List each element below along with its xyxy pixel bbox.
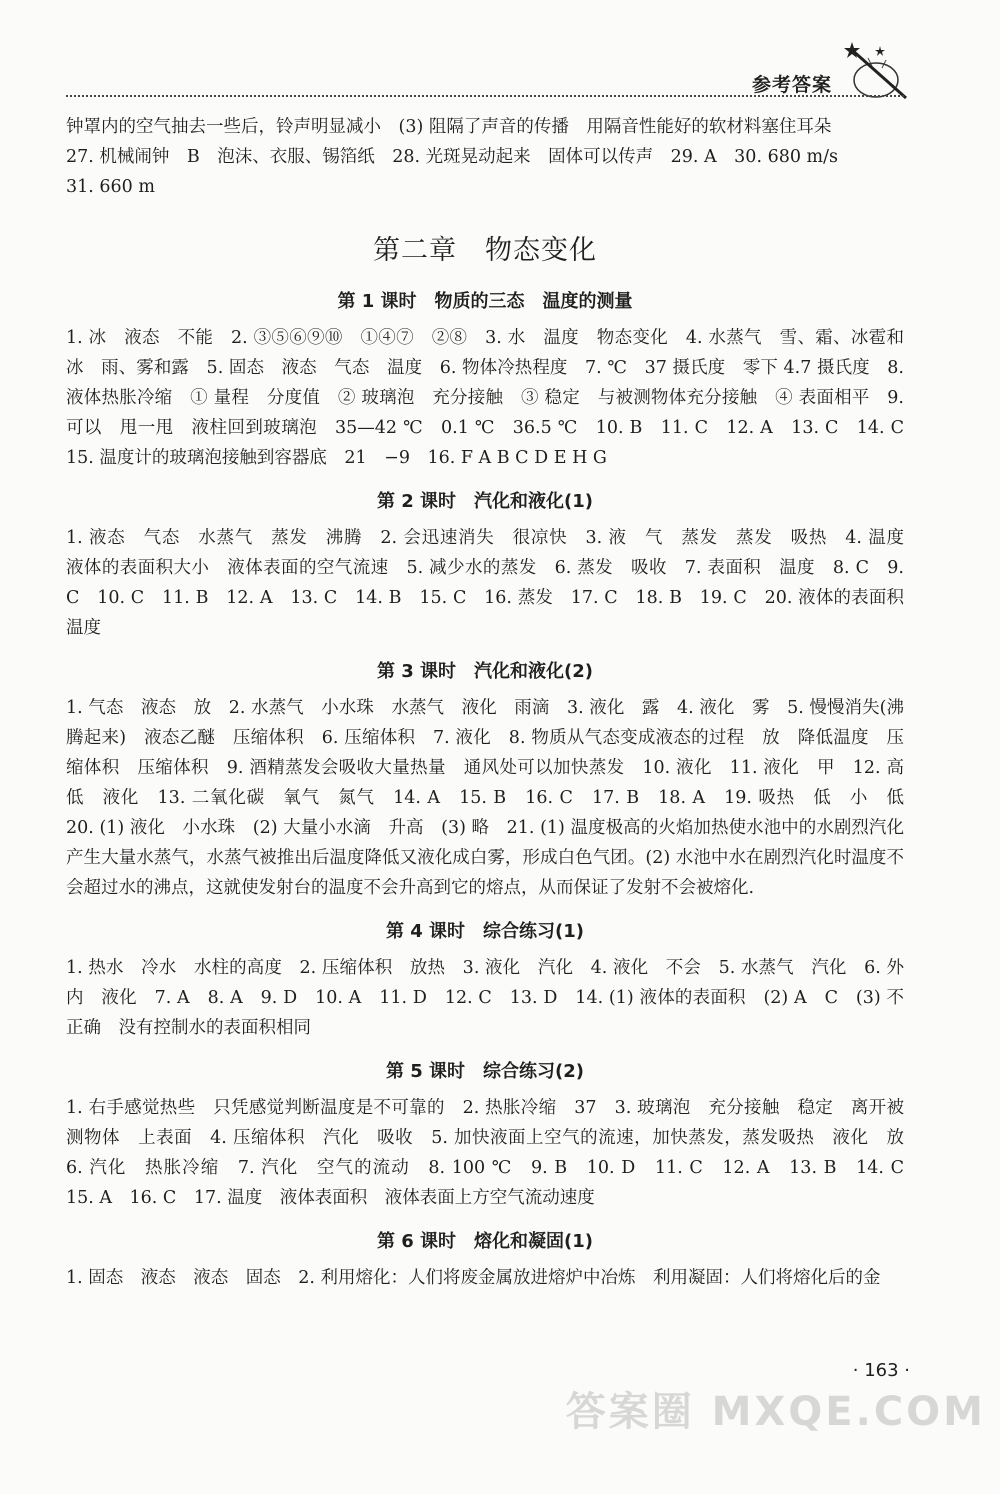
lesson-section xyxy=(66,917,922,1043)
lesson-section xyxy=(66,657,922,903)
lesson-title: 第 5 课时 综合练习(2) xyxy=(385,1061,585,1082)
lesson-section xyxy=(66,287,922,473)
lesson-section xyxy=(66,487,922,643)
lesson-title: 第 1 课时 物质的三态 温度的测量 xyxy=(337,291,633,312)
intro-line: 31. 660 m xyxy=(66,177,155,197)
lesson-answers: 1. 气态 液态 放 2. 水蒸气 小水珠 水蒸气 液化 雨滴 3. 液化 露 4. 液化 雾 5. 慢慢消失(沸腾起来) 液态乙醚 压缩体积 6. 压缩体积 7. 液化 8. 物质从气态变成液态的过程 放 降低温度 压缩体积 压缩体积 9. 酒精蒸发会吸收大量热量 通风处可以加快蒸发 10. 液化 11. 液化 甲 12. 高 低 液化 13. 二氧化碳 氧气 氮气 14. A 15. B 16. C 17. B 18. A 19. 吸热 低 小 低 20. (1) 液化 小水珠 (2) 大量小水滴 升高 (3) 略 21. (1) 温度极高的火焰加热使水池中的水剧烈汽化产生大量水蒸气，水蒸气被推出后温度降低又液化成白雾，形成白色气团。(2) 水池中水在剧烈汽化时温度不会超过水的沸点，这就使发射台的温度不会升高到它的熔点，从而保证了发射不会被熔化. xyxy=(66,698,922,898)
page-number: · 163 · xyxy=(852,1360,910,1381)
lesson-title: 第 6 课时 熔化和凝固(1) xyxy=(376,1231,594,1252)
watermark: 答案圈 MXQE.COM xyxy=(565,1389,986,1435)
intro-line: 27. 机械闹钟 B 泡沫、衣服、锡箔纸 28. 光斑晃动起来 固体可以传声 29. A 30. 680 m/s xyxy=(66,147,839,167)
chapter-title: 第二章 物态变化 xyxy=(373,235,597,266)
header-label: 参考答案 xyxy=(751,74,832,96)
answer-content xyxy=(66,112,922,1293)
lesson-answers: 1. 冰 液态 不能 2. ③⑤⑥⑨⑩ ①④⑦ ②⑧ 3. 水 温度 物态变化 4. 水蒸气 雪、霜、冰雹和冰 雨、雾和露 5. 固态 液态 气态 温度 6. 物体冷热程度 7. ℃ 37 摄氏度 零下 4.7 摄氏度 8. 液体热胀冷缩 ① 量程 分度值 ② 玻璃泡 充分接触 ③ 稳定 与被测物体充分接触 ④ 表面相平 9. 可以 甩一甩 液柱回到玻璃泡 35—42 ℃ 0.1 ℃ 36.5 ℃ 10. B 11. C 12. A 13. C 14. C 15. 温度计的玻璃泡接触到容器底 21 −9 16. F A B C D E H G xyxy=(66,328,922,468)
star-wand-icon xyxy=(838,40,918,102)
lesson-section xyxy=(66,1057,922,1213)
lesson-title: 第 2 课时 汽化和液化(1) xyxy=(376,491,594,512)
lesson-title: 第 4 课时 综合练习(1) xyxy=(385,921,585,942)
lesson-answers: 1. 液态 气态 水蒸气 蒸发 沸腾 2. 会迅速消失 很凉快 3. 液 气 蒸发 蒸发 吸热 4. 温度 液体的表面积大小 液体表面的空气流速 5. 减少水的蒸发 6. 蒸发 吸收 7. 表面积 温度 8. C 9. C 10. C 11. B 12. A 13. C 14. B 15. C 16. 蒸发 17. C 18. B 19. C 20. 液体的表面积 温度 xyxy=(66,528,922,638)
lesson-answers: 1. 右手感觉热些 只凭感觉判断温度是不可靠的 2. 热胀冷缩 37 3. 玻璃泡 充分接触 稳定 离开被测物体 上表面 4. 压缩体积 汽化 吸收 5. 加快液面上空气的流速，加快蒸发，蒸发吸热 液化 放 6. 汽化 热胀冷缩 7. 汽化 空气的流动 8. 100 ℃ 9. B 10. D 11. C 12. A 13. B 14. C 15. A 16. C 17. 温度 液体表面积 液体表面上方空气流动速度 xyxy=(66,1098,922,1208)
lesson-answers: 1. 固态 液态 液态 固态 2. 利用熔化：人们将废金属放进熔炉中冶炼 利用凝固：人们将熔化后的金 xyxy=(66,1268,881,1288)
lesson-answers: 1. 热水 冷水 水柱的高度 2. 压缩体积 放热 3. 液化 汽化 4. 液化 不会 5. 水蒸气 汽化 6. 外 内 液化 7. A 8. A 9. D 10. A 11. D 12. C 13. D 14. (1) 液体的表面积 (2) A C (3) 不正确 没有控制水的表面积相同 xyxy=(66,958,922,1038)
intro-line: 钟罩内的空气抽去一些后，铃声明显减小 (3) 阻隔了声音的传播 用隔音性能好的软材料塞住耳朵 xyxy=(66,117,832,137)
lesson-title: 第 3 课时 汽化和液化(2) xyxy=(376,661,594,682)
header-rule xyxy=(66,95,904,97)
intro-block xyxy=(66,112,904,202)
lesson-section xyxy=(66,1227,904,1293)
